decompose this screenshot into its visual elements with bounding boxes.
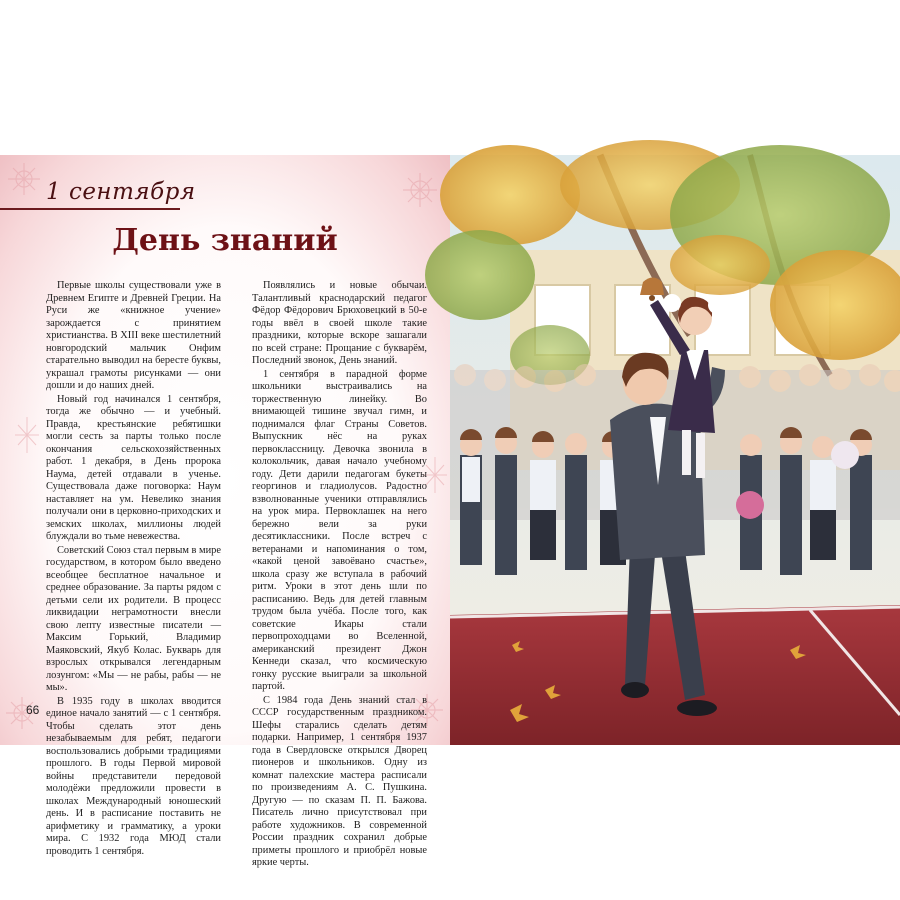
page-title: День знаний — [112, 223, 338, 258]
date-heading: 1 сентября — [46, 179, 196, 205]
heading-divider — [0, 208, 180, 210]
paragraph: Первые школы существовали уже в Древнем Египте и Древней Греции. На Руси же «книжное учение» зарождается с принятием христианства. В XIII веке шестилетний новгородский мальчик Онфим старательно выводил на бересте буквы, украшал грамоты рисунками — они дошли и до наших дней. — [46, 280, 221, 391]
paragraph: Появлялись и новые обычаи. Талантливый краснодарский педагог Фёдор Фёдорович Брюховецкий в 50-е годы ввёл в своей школе такие праздники, которые вскоре зашагали по всей стране: Прощание с букварём, Последний звонок, День знаний. — [252, 280, 427, 366]
school-ceremony-illustration — [450, 155, 900, 745]
ornament-icon — [12, 415, 42, 455]
book-spread — [0, 155, 900, 868]
left-page — [0, 155, 450, 868]
page-number: 66 — [26, 703, 40, 717]
ornament-icon — [385, 165, 445, 225]
paragraph: 1 сентября в парадной форме школьники выстраивались на торжественную линейку. Во внимающей тишине звучал гимн, и поднимался флаг Страны Советов. Выпускник нёс на руках первоклассницу. Девочка звонила в колокольчик, давая начало учебному году. Дети дарили педагогам букеты георгинов и гладиолусов. Радостно взволнованные ученики отправлялись на урок мира. Первоклашек на него бережно вели за руки десятиклассники. После встреч с ветеранами и напоминания о том, «какой ценой завоёвано счастье», школа сразу же вступала в рабочий ритм. Уроки в этот день шли по расписанию. Ведь для детей главным трудом была учёба. После того, как советские Икары стали первопроходцами во Вселенной, американский президент Джон Кеннеди сказал, что космическую гонку русские выиграли за школьной партой. — [252, 368, 427, 692]
paragraph: С 1984 года День знаний стал в СССР государственным праздником. Шефы старались сделать детям подарки. Например, 1 сентября 1937 года в Свердловске открылся Дворец пионеров и школьников. Одну из комнат палехские мастера расписали по произведениям А. С. Пушкина. Другую — по сказам П. П. Бажова. Писатель лично присутствовал при работе художников. В современной России праздник сохранил добрые приметы прошлого и приобрёл новые яркие черты. — [252, 694, 427, 868]
illustration — [450, 155, 900, 745]
paragraph: Советский Союз стал первым в мире государством, в котором было введено всеобщее бесплатное начальное и среднее образование. За парты рядом с детьми сели их родители. В процесс ликвидации неграмотности внесли свою лепту известные писатели — Максим Горький, Владимир Маяковский, Якуб Колас. Букварь для взрослых открывался легендарным лозунгом: «Мы — не рабы, рабы — не мы». — [46, 544, 221, 693]
paragraph: В 1935 году в школах вводится единое начало занятий — с 1 сентября. Чтобы сделать этот день незабываемым для ребят, педагоги воспользовались добрыми традициями прошлого. В годы Первой мировой войны представители передовой молодёжи предложили провести в школах Международный юношеский день. И в расписание поставить не арифметику и грамматику, а уроки мира. С 1932 года МЮД стали проводить 1 сентября. — [46, 695, 221, 857]
text-column-right — [252, 280, 427, 870]
text-column-left — [46, 280, 221, 858]
paragraph: Новый год начинался 1 сентября, тогда же обычно — и учебный. Правда, крестьянские ребятишки могли сесть за парты только после окончания сельскохозяйственных работ. 1 декабря, в День пророка Наума, детей отдавали в ученье. Существовала даже поговорка: Наум наставляет на ум. Невелико знания получали они в церковно-приходских и земских школах, миллионы людей блуждали во тьме невежества. — [46, 393, 221, 542]
